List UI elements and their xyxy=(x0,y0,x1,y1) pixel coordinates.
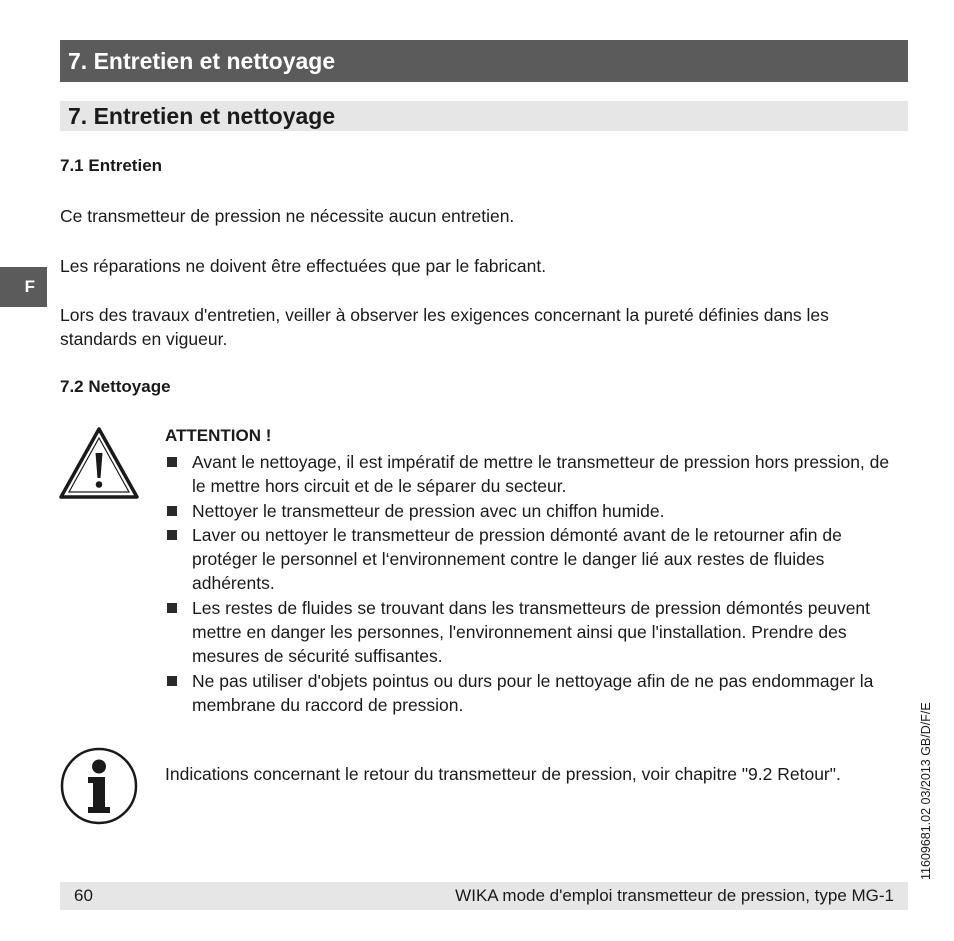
square-bullet-icon xyxy=(167,676,177,686)
list-item xyxy=(165,499,905,523)
square-bullet-icon xyxy=(167,457,177,467)
list-item-text: Laver ou nettoyer le transmetteur de pression démonté avant de le retourner afin de protéger le personnel et l‘environnement contre le danger lié aux restes de fluides adhérents. xyxy=(192,524,842,594)
info-icon xyxy=(60,747,138,825)
paragraph-repairs: Les réparations ne doivent être effectuées que par le fabricant. xyxy=(60,256,547,276)
paragraph-no-maintenance: Ce transmetteur de pression ne nécessite aucun entretien. xyxy=(60,206,515,226)
list-item-text: Les restes de fluides se trouvant dans les transmetteurs de pression démontés peuvent mettre en danger les personnes, l'environnement ainsi que l'installation. Prendre des mesures de sécurité suffisantes. xyxy=(192,597,871,667)
list-item xyxy=(165,523,905,596)
section-heading-maintenance: 7.1 Entretien xyxy=(60,156,163,175)
section-heading-cleaning: 7.2 Nettoyage xyxy=(60,377,171,396)
document-code: 11609681.02 03/2013 GB/D/F/E xyxy=(919,702,933,880)
chapter-title: 7. Entretien et nettoyage xyxy=(60,101,908,131)
square-bullet-icon xyxy=(167,603,177,613)
square-bullet-icon xyxy=(167,506,177,516)
warning-title: ATTENTION ! xyxy=(165,426,272,445)
page-number: 60 xyxy=(74,886,93,905)
paragraph-standards: Lors des travaux d'entretien, veiller à observer les exigences concernant la pureté définies dans les standards en vigueur. xyxy=(60,305,829,349)
list-item xyxy=(165,669,905,718)
language-tab: F xyxy=(0,267,47,307)
square-bullet-icon xyxy=(167,530,177,540)
document-title: WIKA mode d'emploi transmetteur de pression, type MG-1 xyxy=(455,886,894,905)
page-footer xyxy=(60,882,908,910)
list-item-text: Ne pas utiliser d'objets pointus ou durs pour le nettoyage afin de ne pas endommager la membrane du raccord de pression. xyxy=(192,670,874,715)
list-item xyxy=(165,596,905,669)
chapter-title-bar: 7. Entretien et nettoyage xyxy=(60,40,908,82)
list-item-text: Avant le nettoyage, il est impératif de mettre le transmetteur de pression hors pression, de le mettre hors circuit et de le séparer du secteur. xyxy=(192,452,890,497)
info-note: Indications concernant le retour du transmetteur de pression, voir chapitre "9.2 Retour". xyxy=(165,764,841,784)
warning-list xyxy=(165,450,905,717)
list-item xyxy=(165,450,905,499)
list-item-text: Nettoyer le transmetteur de pression avec un chiffon humide. xyxy=(192,500,665,521)
warning-triangle-icon xyxy=(58,426,140,500)
